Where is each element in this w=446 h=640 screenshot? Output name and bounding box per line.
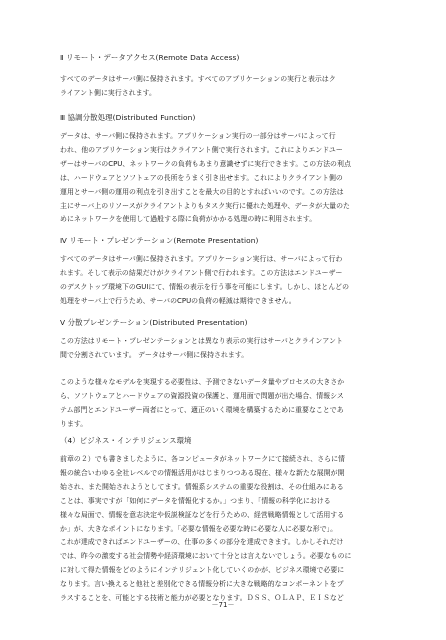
text-line: この方法はリモート・プレゼンテーションとは異なり表示の実行はサーバとクラインアント	[60, 337, 343, 345]
text-line: われ、他のアプリケーション実行はクライアント側で実行されます。これによりエンドユー	[60, 145, 343, 154]
section-heading-remote-data-access: Ⅱ リモート・データアクセス(Remote Data Access)	[60, 53, 240, 62]
text-line: ら、ソフトウェアとハードウェアの資源投資の保護と、運用面で問題が出た場合、情報シス	[60, 391, 344, 400]
text-line: ります。	[60, 419, 88, 428]
text-line: 様々な局面で、情報を意志決定や仮説検証などを行うための、経営戦略情報として活用する	[60, 510, 345, 519]
section-heading-business-intelligence: （4）ビジネス・インテリジェンス環境	[60, 436, 192, 445]
text-line: 前章の２）でも書きましたように、各コンピュータがネットワークにて接続され、さらに情	[60, 455, 345, 463]
section-body-distributed-function	[60, 130, 390, 227]
section-heading-remote-presentation: Ⅳ リモート・プレゼンテーション(Remote Presentation)	[60, 236, 259, 245]
text-line: 間で分割されています。 データはサーバ側に保持されます。	[60, 350, 249, 359]
text-line: ライアント側に実行されます。	[60, 88, 156, 97]
page-number: －71－	[211, 601, 235, 609]
text-line: ラスすることを、可能とする技術と能力が必要となります。ＤＳＳ、ＯＬＡＰ、ＥＩＳなど	[60, 594, 344, 603]
text-line: のデスクトップ環境下のGUIにて、情報の表示を行う事を可能にします。しかし、ほとんどの	[60, 282, 350, 291]
text-line: ことは、事実ですが「如何にデータを情報化するか。」つまり、「情報の科学化における	[60, 496, 331, 505]
text-line: これが達成できればエンドユーザーの、仕事の多くの部分を達成できます。しかしそれだけ	[60, 538, 344, 547]
section-body-business-intelligence	[60, 453, 390, 606]
text-line: データは、サーバ側に保持されます。アプリケーション実行の一部分はサーバによって行	[60, 132, 336, 140]
section-heading-distributed-presentation: Ⅴ 分散プレゼンテーション(Distributed Presentation)	[60, 318, 248, 327]
text-line: では、昨今の激変する社会情勢や経済環境において十分とは言えないでしょう。必要なものに	[60, 552, 352, 561]
text-line: 運用とサーバ側の運用の利点を引き出すことを最大の目的とすればいいのです。この方法は	[60, 187, 344, 196]
text-line: 処理をサーバ上で行うため、サーバのCPUの負荷の軽減は期待できません。	[60, 296, 296, 305]
section-body-remote-presentation	[60, 253, 390, 309]
text-line: れます。そして表示の結果だけがクライアント側で行われます。この方法はエンドユーザー	[60, 268, 343, 277]
text-line: 主にサーバ上のリソースがクライアントよりもタスク実行に優れた処理や、データが大量のた	[60, 201, 350, 210]
text-line: このような様々なモデルを実現する必要性は、予測できないデータ量やプロセスの大きさか	[60, 378, 345, 386]
text-line: 始され、また開始されようとしてます。情報系システムの重要な役割は、その仕組みにある	[60, 482, 344, 491]
section-body-distributed-presentation	[60, 335, 390, 363]
text-line: めにネットワークを使用して過般する際に負荷がかかる処理の時に利用されます。	[60, 215, 317, 224]
text-line: すべてのデータはサーバ側に保持されます。すべてのアプリケーションの実行と表示はク	[60, 75, 336, 83]
section-heading-distributed-function: Ⅲ 協調分散処理(Distributed Function)	[60, 113, 196, 122]
text-line: すべてのデータはサーバ側に保持されます。アプリケーション実行は、サーバによって行わ	[60, 255, 343, 263]
text-line: に対して得た情報をどのようにインテリジェント化していくのかが、ビジネス環境で必要に	[60, 566, 345, 575]
text-line: ザーはサーバのCPU、ネットワークの負荷もあまり意識せずに実行できます。この方法の利点	[60, 159, 351, 168]
text-line: は、ハードウェアとソフトェアの長所をうまく引き出せます。これによりクライアント側の	[60, 173, 343, 182]
summary-paragraph	[60, 376, 390, 432]
text-line: なります。言い換えると他社と差別化できる情報分析に大きな戦略的なコンポーネントをプ	[60, 580, 344, 589]
text-line: テム部門とエンドユーザー両者にとって、適正のいく環境を構築するために重要なことであ	[60, 405, 344, 414]
text-line: か」が、大きなポイントになります。「必要な情報を必要な時に必要な人に必要な形で」。	[60, 524, 338, 533]
section-body-remote-data-access	[60, 73, 390, 101]
text-line: 報の統合いわゆる全社レベルでの情報活用がはじまりつつある現在、様々な新たな展開が開	[60, 468, 345, 477]
